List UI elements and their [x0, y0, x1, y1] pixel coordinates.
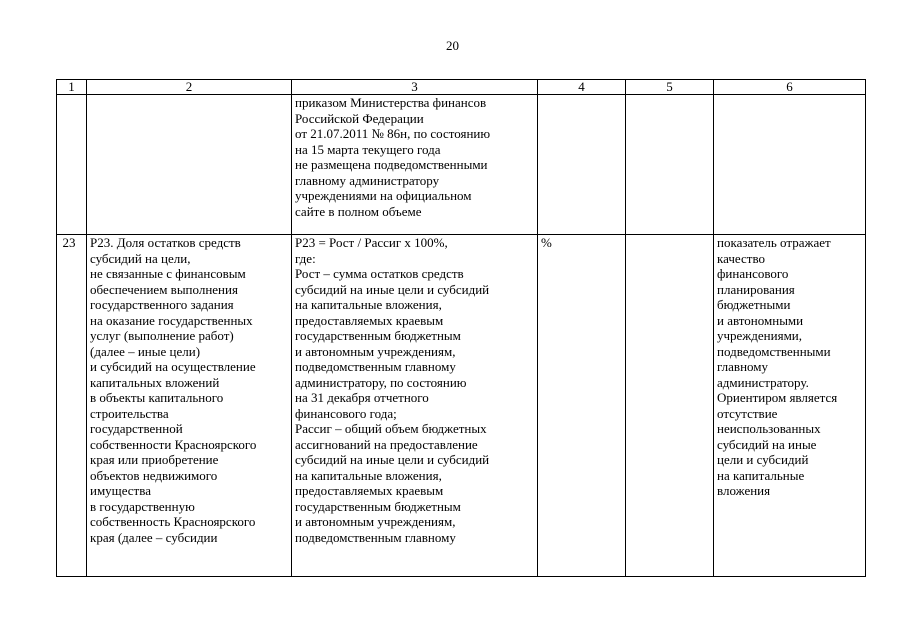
comment-cell — [714, 95, 866, 235]
value-cell — [626, 95, 714, 235]
column-header: 1 — [57, 80, 87, 95]
comment-cell: показатель отражает качество финансового планирования бюджетными и автономными учреждениями, подведомственными главному администратору. Ориентиром является отсутствие неиспользованных субсидий на иные цели и субсидий на капитальные вложения — [714, 235, 866, 577]
row-number-cell: 23 — [57, 235, 87, 577]
unit-cell: % — [538, 235, 626, 577]
value-cell — [626, 235, 714, 577]
column-header: 2 — [87, 80, 292, 95]
formula-cell: Р23 = Рост / Рассиг х 100%, где: Рост – сумма остатков средств субсидий на иные цели и субсидий на капитальные вложения, предоставляемых краевым государственным бюджетным и автономным учреждениям, подведомственным главному администратору, по состоянию на 31 декабря отчетного финансового года; Рассиг – общий объем бюджетных ассигнований на предоставление субсидий на иные цели и субсидий на капитальные вложения, предоставляемых краевым государственным бюджетным и автономным учреждениям, подведомственным главному — [292, 235, 538, 577]
column-header: 4 — [538, 80, 626, 95]
table-row — [57, 235, 866, 577]
formula-cell: приказом Министерства финансов Российской Федерации от 21.07.2011 № 86н, по состоянию на 15 марта текущего года не размещена подведомственными главному администратору учреждениями на официальном сайте в полном объеме — [292, 95, 538, 235]
unit-cell — [538, 95, 626, 235]
table-row — [57, 95, 866, 235]
indicator-table — [56, 79, 866, 577]
table-header-row — [57, 80, 866, 95]
column-header: 3 — [292, 80, 538, 95]
page-number: 20 — [446, 38, 459, 53]
indicator-name-cell: Р23. Доля остатков средств субсидий на цели, не связанные с финансовым обеспечением выполнения государственного задания на оказание государственных услуг (выполнение работ) (далее – иные цели) и субсидий на осуществление капитальных вложений в объекты капитального строительства государственной собственности Красноярского края или приобретение объектов недвижимого имущества в государственную собственность Красноярского края (далее – субсидии — [87, 235, 292, 577]
column-header: 5 — [626, 80, 714, 95]
column-header: 6 — [714, 80, 866, 95]
row-number-cell — [57, 95, 87, 235]
indicator-name-cell — [87, 95, 292, 235]
